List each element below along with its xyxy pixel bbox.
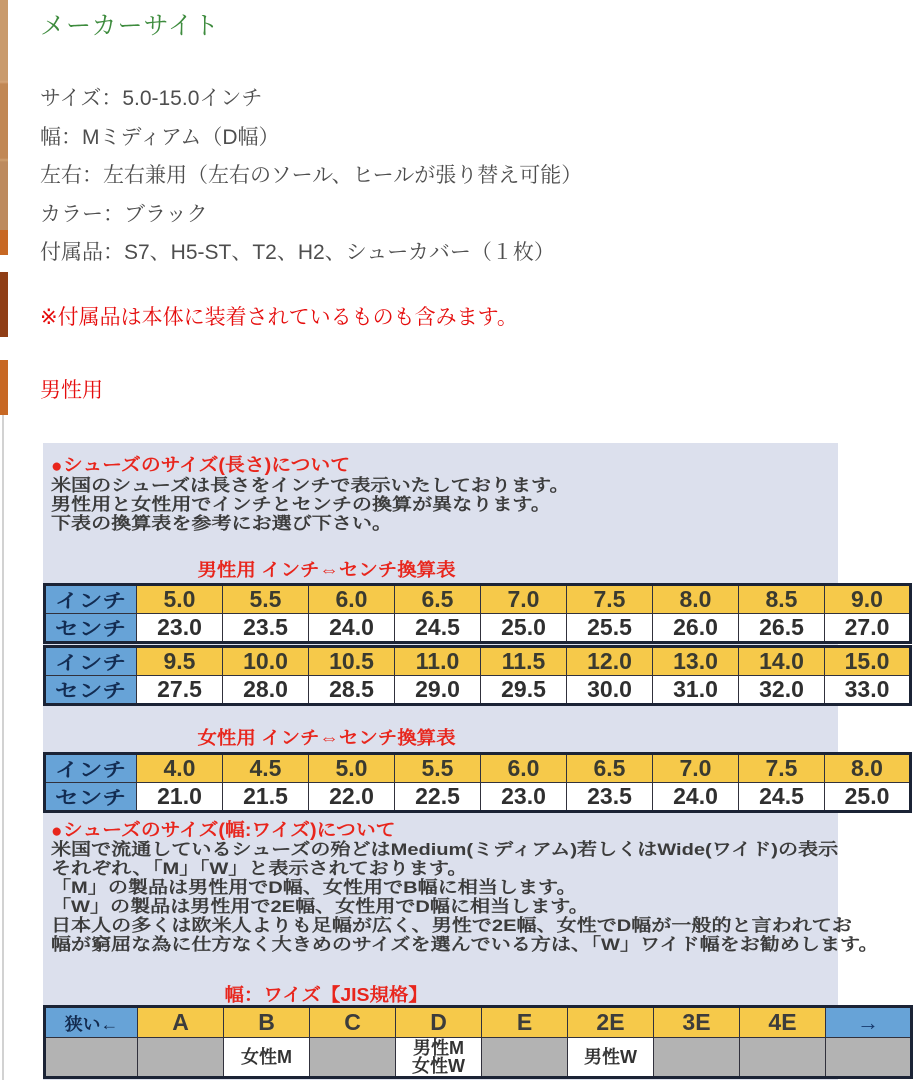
size-value-cell: 26.0: [653, 614, 739, 643]
empty-cell: [740, 1038, 826, 1078]
size-value-cell: 28.5: [309, 676, 395, 705]
jis-width-table: [43, 1005, 913, 1079]
left-border-line: [2, 415, 4, 1080]
mens-table-title-text: 男性用 インチ⇔センチ換算表: [196, 560, 456, 580]
width-section-text: [51, 840, 879, 954]
size-value-cell: 8.0: [653, 585, 739, 614]
width-section-line: 「M」の製品は男性用でD幅、女性用でB幅に相当します。: [51, 878, 577, 897]
size-value-cell: 21.5: [223, 783, 309, 812]
width-letter-cell: 2E: [568, 1007, 654, 1038]
womens-table-title: [43, 724, 609, 750]
width-table: [43, 1005, 913, 1079]
inch-row: [45, 647, 911, 676]
empty-cell: [654, 1038, 740, 1078]
size-value-cell: 5.5: [223, 585, 309, 614]
size-value-cell: 11.0: [395, 647, 481, 676]
width-section-line: 「W」の製品は男性用で2E幅、女性用でD幅に相当します。: [51, 897, 589, 916]
conversion-table: [43, 645, 912, 706]
size-value-cell: 7.0: [481, 585, 567, 614]
size-value-cell: 27.5: [137, 676, 223, 705]
product-spec-list: [40, 80, 582, 273]
size-value-cell: 5.0: [137, 585, 223, 614]
size-value-cell: 32.0: [739, 676, 825, 705]
size-value-cell: 7.5: [739, 754, 825, 783]
size-value-cell: 30.0: [567, 676, 653, 705]
empty-cell: [138, 1038, 224, 1078]
size-value-cell: 28.0: [223, 676, 309, 705]
size-value-cell: 22.5: [395, 783, 481, 812]
photo-edge-rust: [0, 272, 8, 337]
size-value-cell: 31.0: [653, 676, 739, 705]
size-value-cell: 29.5: [481, 676, 567, 705]
width-letter-cell: E: [482, 1007, 568, 1038]
width-section-line: 日本人の多くは欧米人よりも足幅が広く、男性で2E幅、女性でD幅が一般的と言われてお: [51, 916, 852, 935]
mens-table-title: [43, 556, 609, 582]
size-value-cell: 24.5: [739, 783, 825, 812]
size-value-cell: 6.5: [567, 754, 653, 783]
width-section-heading: [51, 816, 396, 843]
size-value-cell: 25.5: [567, 614, 653, 643]
product-spec-line: 左右：左右兼用（左右のソール、ヒールが張り替え可能）: [40, 164, 583, 187]
empty-cell: [826, 1038, 912, 1078]
size-value-cell: 23.0: [137, 614, 223, 643]
size-value-cell: 8.0: [825, 754, 911, 783]
size-value-cell: 23.5: [223, 614, 309, 643]
empty-cell: [45, 1038, 138, 1078]
conversion-table: [43, 752, 912, 813]
cm-row: [45, 614, 911, 643]
size-value-cell: 25.0: [481, 614, 567, 643]
product-spec-line: サイズ：5.0-15.0インチ: [40, 87, 263, 110]
product-spec-line: 幅：Mミディアム（D幅）: [40, 125, 280, 149]
empty-cell: [482, 1038, 568, 1078]
photo-edge-tan: [0, 0, 8, 230]
length-section-line: 下表の換算表を参考にお選び下さい。: [51, 514, 393, 533]
size-value-cell: 23.0: [481, 783, 567, 812]
size-value-cell: 14.0: [739, 647, 825, 676]
mens-conversion-table-1: [43, 583, 912, 644]
size-value-cell: 7.5: [567, 585, 653, 614]
size-value-cell: 6.0: [309, 585, 395, 614]
section-label-mens: 男性用: [40, 379, 103, 402]
length-section-heading-text: シューズのサイズ(長さ)について: [63, 455, 351, 475]
size-value-cell: 23.5: [567, 783, 653, 812]
accessories-note: ※付属品は本体に装着されているものも含みます。: [40, 306, 518, 329]
mens-conversion-table-2: [43, 645, 912, 706]
width-table-title-text: 幅：ワイズ【JIS規格】: [224, 985, 428, 1005]
length-section-line: 米国のシューズは長さをインチで表示いたしております。: [51, 476, 570, 495]
womens-conversion-table: [43, 752, 912, 813]
size-value-cell: 12.0: [567, 647, 653, 676]
size-value-cell: 6.0: [481, 754, 567, 783]
size-value-cell: 5.5: [395, 754, 481, 783]
row-label-cell: インチ: [45, 754, 137, 783]
product-spec-line: 付属品：S7、H5-ST、T2、H2、シューカバー（１枚）: [40, 241, 555, 264]
row-label-cell: インチ: [45, 585, 137, 614]
width-section-line: 米国で流通しているシューズの殆どはMedium(ミディアム)若しくはWide(ワイド)の表示: [51, 840, 839, 859]
size-value-cell: 4.0: [137, 754, 223, 783]
narrow-label-cell: 狭い←: [45, 1007, 138, 1038]
product-spec-line: カラー：ブラック: [40, 202, 208, 226]
size-value-cell: 4.5: [223, 754, 309, 783]
size-value-cell: 27.0: [825, 614, 911, 643]
inch-row: [45, 754, 911, 783]
width-letter-cell: B: [224, 1007, 310, 1038]
inch-row: [45, 585, 911, 614]
width-section-heading-text: シューズのサイズ(幅:ワイズ)について: [63, 820, 396, 840]
width-header-row: [45, 1007, 912, 1038]
width-letter-cell: 4E: [740, 1007, 826, 1038]
size-value-cell: 15.0: [825, 647, 911, 676]
size-value-cell: 33.0: [825, 676, 911, 705]
row-label-cell: センチ: [45, 783, 137, 812]
size-value-cell: 5.0: [309, 754, 395, 783]
size-value-cell: 9.5: [137, 647, 223, 676]
cm-row: [45, 783, 911, 812]
row-label-cell: インチ: [45, 647, 137, 676]
size-chart-panel: [43, 443, 890, 1080]
bullet-icon: ●: [51, 456, 63, 477]
width-letter-cell: D: [396, 1007, 482, 1038]
cm-row: [45, 676, 911, 705]
width-letter-cell: 3E: [654, 1007, 740, 1038]
photo-edge-orange-bottom: [0, 360, 8, 415]
row-label-cell: センチ: [45, 614, 137, 643]
size-value-cell: 29.0: [395, 676, 481, 705]
width-letter-cell: C: [310, 1007, 396, 1038]
length-section-line: 男性用と女性用でインチとセンチの換算が異なります。: [51, 495, 551, 514]
size-value-cell: 22.0: [309, 783, 395, 812]
size-value-cell: 6.5: [395, 585, 481, 614]
size-value-cell: 10.0: [223, 647, 309, 676]
photo-edge-orange-top: [0, 230, 8, 255]
size-value-cell: 8.5: [739, 585, 825, 614]
size-value-cell: 26.5: [739, 614, 825, 643]
size-value-cell: 25.0: [825, 783, 911, 812]
size-value-cell: 24.5: [395, 614, 481, 643]
width-table-title: [43, 981, 609, 1007]
width-section-line: それぞれ、「M」「W」と表示されております。: [51, 859, 468, 878]
size-value-cell: 24.0: [653, 783, 739, 812]
size-value-cell: 21.0: [137, 783, 223, 812]
length-section-heading: [51, 451, 351, 478]
size-value-cell: 11.5: [481, 647, 567, 676]
width-assignment-cell: 男性M 女性W: [396, 1038, 482, 1078]
width-letter-cell: A: [138, 1007, 224, 1038]
empty-cell: [310, 1038, 396, 1078]
wide-arrow-cell: →: [826, 1007, 912, 1038]
width-assignment-cell: 女性M: [224, 1038, 310, 1078]
page-title: メーカーサイト: [40, 12, 220, 40]
width-section-line: 幅が窮屈な為に仕方なく大きめのサイズを選んでいる方は、「W」ワイド幅をお勧めします。: [51, 935, 879, 954]
size-value-cell: 7.0: [653, 754, 739, 783]
size-value-cell: 9.0: [825, 585, 911, 614]
width-assignment-cell: 男性W: [568, 1038, 654, 1078]
length-section-text: [51, 476, 570, 533]
size-value-cell: 24.0: [309, 614, 395, 643]
bullet-icon: ●: [51, 821, 63, 842]
conversion-table: [43, 583, 912, 644]
width-assignment-row: [45, 1038, 912, 1078]
row-label-cell: センチ: [45, 676, 137, 705]
size-value-cell: 13.0: [653, 647, 739, 676]
womens-table-title-text: 女性用 インチ⇔センチ換算表: [196, 728, 456, 748]
size-value-cell: 10.5: [309, 647, 395, 676]
